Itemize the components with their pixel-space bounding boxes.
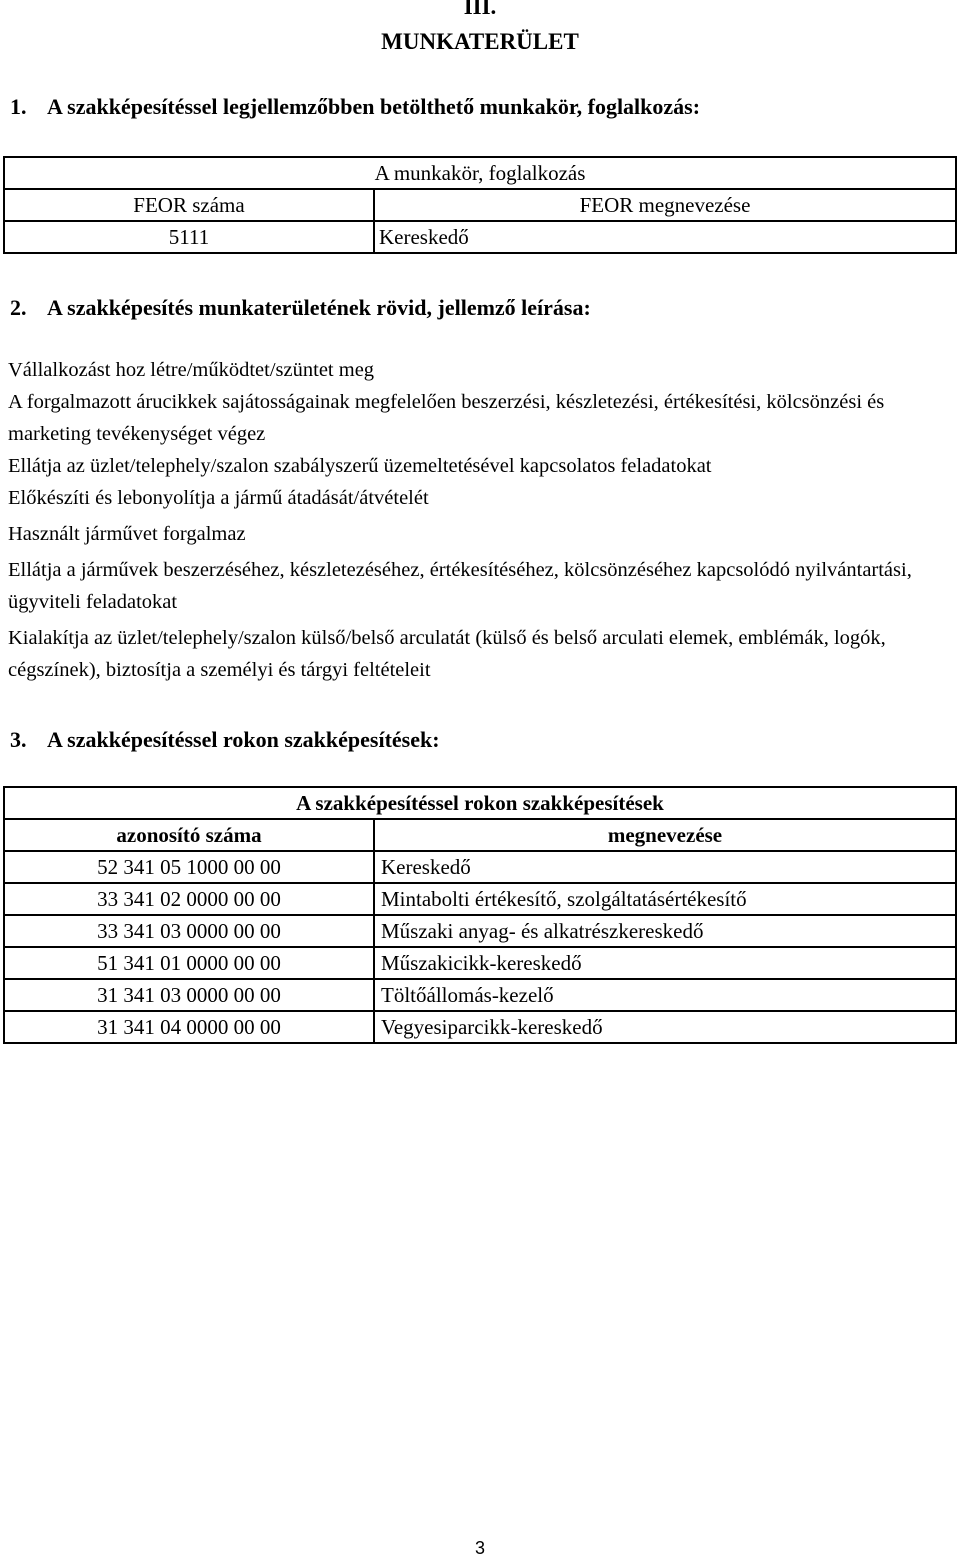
chapter-title: MUNKATERÜLET: [381, 29, 579, 54]
related-group-header: A szakképesítéssel rokon szakképesítések: [4, 787, 956, 819]
section-2-title: A szakképesítés munkaterületének rövid, jellemző leírása:: [47, 295, 591, 320]
feor-code-cell: 5111: [4, 221, 374, 253]
feor-group-header: A munkakör, foglalkozás: [4, 157, 956, 189]
description-paragraph: Kialakítja az üzlet/telephely/szalon külső/belső arculatát (külső és belső arculati elemek, emblémák, logók, cégszínek), biztosítja a személyi és tárgyi feltételeit: [8, 627, 886, 681]
section-2-number: 2.: [10, 295, 27, 320]
section-1-number: 1.: [10, 94, 27, 119]
qualification-code-cell: 52 341 05 1000 00 00: [4, 851, 374, 883]
description-paragraph: A forgalmazott árucikkek sajátosságainak megfelelően beszerzési, készletezési, értékesítési, kölcsönzési és marketing tevékenységet végez: [8, 391, 885, 445]
qualification-name-cell: Vegyesiparcikk-kereskedő: [374, 1011, 956, 1043]
section-3-number: 3.: [10, 727, 27, 752]
section-1-heading: [10, 93, 700, 121]
table-row: [4, 979, 956, 1011]
qualification-code-cell: 51 341 01 0000 00 00: [4, 947, 374, 979]
qualification-name-cell: Mintabolti értékesítő, szolgáltatásértékesítő: [374, 883, 956, 915]
feor-table-header-row: [4, 189, 956, 221]
feor-table-group-row: [4, 157, 956, 189]
description-paragraph: Használt járművet forgalmaz: [8, 523, 246, 545]
chapter-number: III.: [463, 0, 497, 19]
section-2-heading: [10, 294, 591, 322]
related-name-header: megnevezése: [374, 819, 956, 851]
related-table-header-row: [4, 819, 956, 851]
feor-name-header: FEOR megnevezése: [374, 189, 956, 221]
table-row: [4, 1011, 956, 1043]
table-row: [4, 915, 956, 947]
qualification-code-cell: 31 341 03 0000 00 00: [4, 979, 374, 1011]
section-3-title: A szakképesítéssel rokon szakképesítések:: [47, 727, 440, 752]
table-row: [4, 947, 956, 979]
related-table-group-row: [4, 787, 956, 819]
table-row: [4, 221, 956, 253]
feor-code-header: FEOR száma: [4, 189, 374, 221]
description-paragraph: Vállalkozást hoz létre/működtet/szüntet meg: [8, 359, 375, 381]
table-row: [4, 883, 956, 915]
feor-name-cell: Kereskedő: [374, 221, 956, 253]
description-paragraph: Előkészíti és lebonyolítja a jármű átadását/átvételét: [8, 487, 429, 509]
qualification-code-cell: 33 341 02 0000 00 00: [4, 883, 374, 915]
qualification-name-cell: Műszaki anyag- és alkatrészkereskedő: [374, 915, 956, 947]
page-number: 3: [474, 1538, 485, 1558]
qualification-name-cell: Töltőállomás-kezelő: [374, 979, 956, 1011]
related-qualifications-table: [3, 786, 957, 1044]
section-1-title: A szakképesítéssel legjellemzőbben betölthető munkakör, foglalkozás:: [47, 94, 701, 119]
qualification-name-cell: Műszakicikk-kereskedő: [374, 947, 956, 979]
description-paragraph: Ellátja a járművek beszerzéséhez, készletezéséhez, értékesítéséhez, kölcsönzéséhez kapcsolódó nyilvántartási, ügyviteli feladatokat: [8, 559, 912, 613]
feor-table: [3, 156, 957, 254]
table-row: [4, 851, 956, 883]
description-paragraph: Ellátja az üzlet/telephely/szalon szabályszerű üzemeltetésével kapcsolatos feladatokat: [8, 455, 712, 477]
qualification-code-cell: 31 341 04 0000 00 00: [4, 1011, 374, 1043]
section-3-heading: [10, 726, 440, 754]
related-code-header: azonosító száma: [4, 819, 374, 851]
qualification-name-cell: Kereskedő: [374, 851, 956, 883]
work-area-description: [8, 354, 953, 686]
qualification-code-cell: 33 341 03 0000 00 00: [4, 915, 374, 947]
